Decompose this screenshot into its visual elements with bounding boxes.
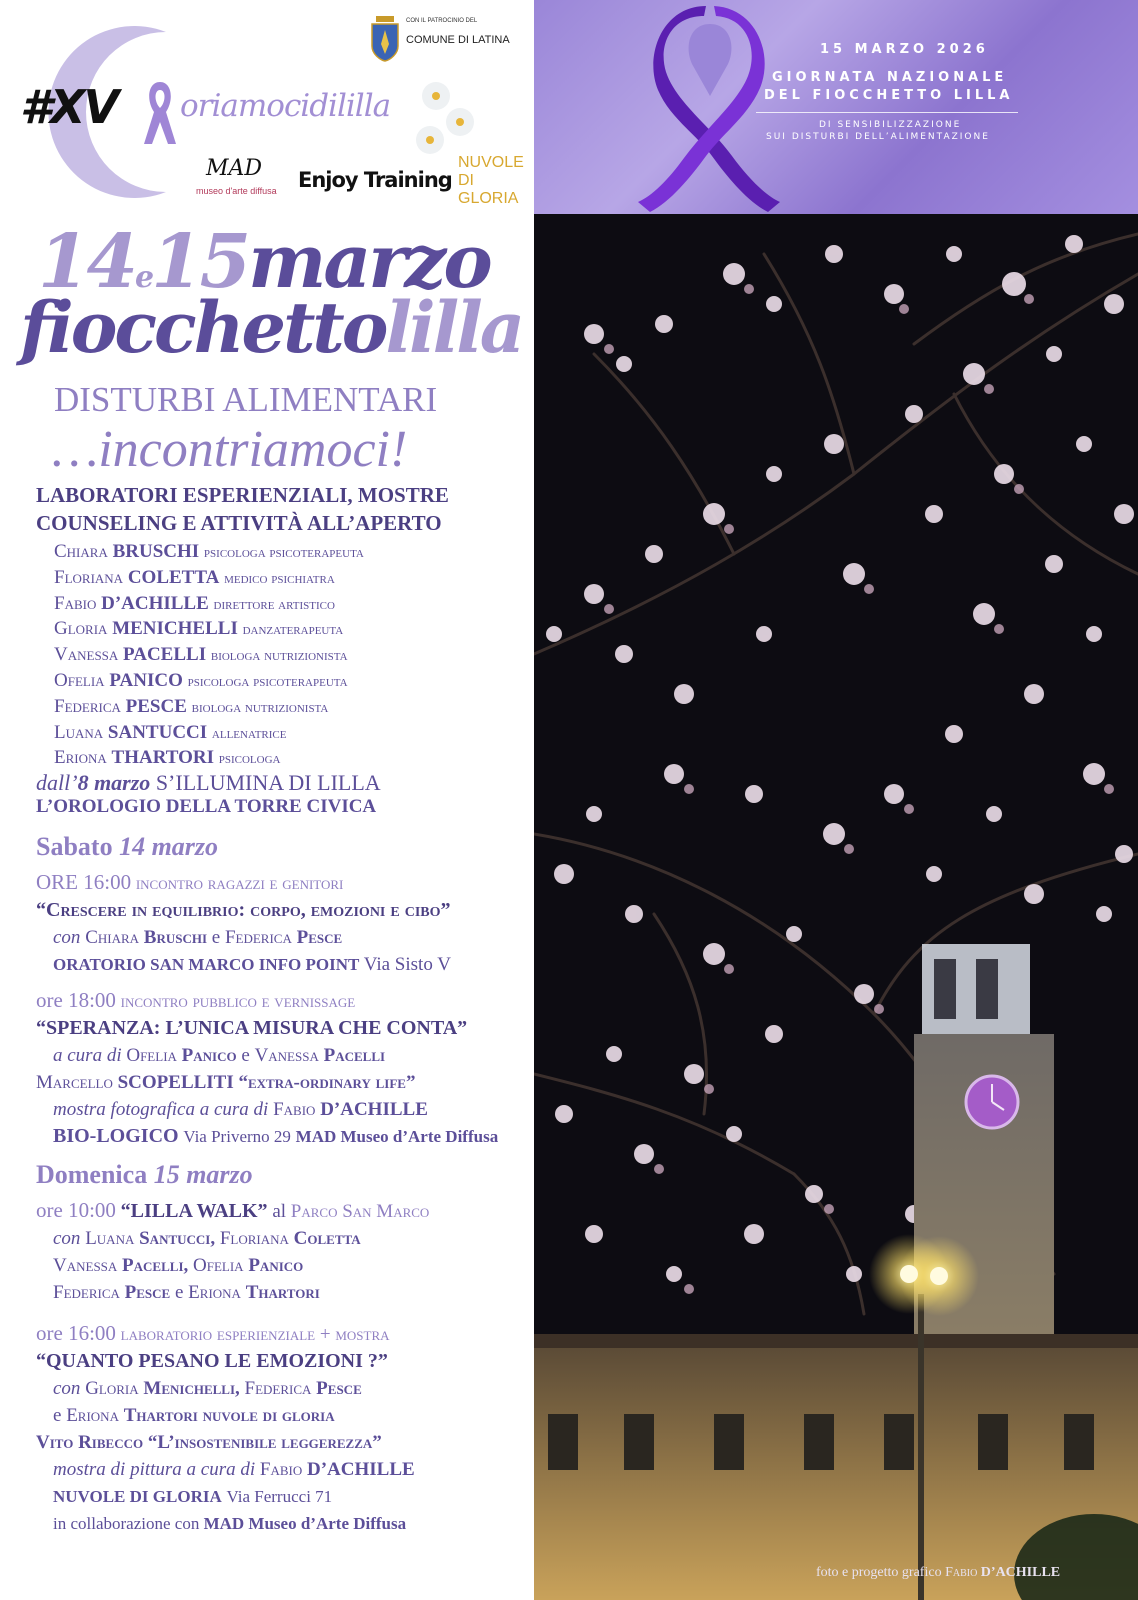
staff-role: psicologa	[218, 751, 281, 768]
staff-row	[54, 617, 364, 643]
banner-line-2: DEL FIOCCHETTO LILLA	[764, 88, 1014, 103]
title-ribbon-b: lilla	[385, 286, 523, 369]
place-name: NUVOLE DI GLORIA	[53, 1487, 222, 1506]
person-first: Gloria	[85, 1378, 139, 1399]
person-first: Ofelia	[193, 1255, 244, 1276]
place-address: Via Ferrucci 71	[226, 1487, 333, 1506]
subtitle-line-2: COUNSELING E ATTIVITÀ ALL’APERTO	[36, 511, 442, 535]
artist-work: “extra-ordinary life”	[238, 1072, 416, 1093]
event-title: “LILLA WALK”	[120, 1200, 268, 1222]
staff-first: Fabio	[54, 592, 97, 614]
staff-row	[54, 540, 364, 566]
event-desc: incontro pubblico e vernissage	[120, 991, 356, 1012]
curator-first: Fabio	[273, 1099, 316, 1120]
day-date: 15 marzo	[153, 1160, 253, 1189]
word-e: e	[174, 1282, 184, 1303]
staff-first: Chiara	[54, 541, 108, 562]
clock-tower-notice	[36, 770, 381, 818]
staff-first: Gloria	[54, 618, 108, 640]
mad-logo-sub: museo d'arte diffusa	[196, 186, 277, 196]
comune-latina-logo	[370, 14, 510, 67]
word-al: al	[272, 1201, 287, 1222]
event-time-line	[36, 987, 498, 1015]
group-name: nuvole di gloria	[202, 1405, 335, 1426]
event-people	[36, 1402, 415, 1429]
blossom-clock-tower-photo	[534, 214, 1138, 1600]
staff-role: psicologa psicoterapeuta	[187, 673, 348, 690]
word-e: e	[211, 927, 221, 948]
banner-line-1: GIORNATA NAZIONALE	[772, 70, 1008, 85]
event-time-line	[36, 869, 451, 897]
event-people	[36, 924, 451, 951]
day-heading-saturday	[36, 832, 218, 862]
event-curator	[36, 1456, 415, 1483]
word-e: e	[241, 1045, 250, 1066]
event-place	[36, 951, 451, 978]
collab-label: in collaborazione con	[53, 1514, 200, 1533]
place-venue: MAD Museo d’Arte Diffusa	[295, 1127, 499, 1146]
place-name: ORATORIO SAN MARCO INFO POINT	[53, 955, 360, 974]
staff-row	[54, 643, 364, 669]
person-first: Federica	[224, 927, 292, 948]
staff-last: MENICHELLI	[112, 618, 238, 640]
nuvole-di-gloria-logo	[410, 80, 524, 207]
word-con: con	[53, 1378, 81, 1399]
event-desc: laboratorio esperienziale + mostra	[120, 1324, 390, 1345]
staff-first: Ofelia	[54, 669, 105, 691]
artist-last: Ribecco	[78, 1432, 144, 1453]
exhibition-label: mostra di pittura a cura di	[53, 1459, 256, 1480]
title-day2: 15	[151, 219, 249, 305]
event-time: ore 10:00	[36, 1198, 116, 1222]
event-place	[36, 1123, 498, 1150]
staff-role: biologa nutrizionista	[210, 648, 348, 665]
notice-from: dall’	[36, 770, 78, 795]
staff-last: COLETTA	[127, 566, 220, 588]
event-people	[36, 1042, 498, 1069]
person-last: Santucci,	[139, 1228, 216, 1249]
event-time: ore 18:00	[36, 988, 116, 1012]
title-topic: DISTURBI ALIMENTARI	[54, 380, 438, 419]
staff-first: Floriana	[54, 566, 124, 588]
word-con: con	[53, 1228, 81, 1249]
title-and: e	[134, 260, 152, 295]
person-last: Pesce	[124, 1282, 171, 1303]
person-last: Coletta	[293, 1228, 361, 1249]
staff-list	[54, 540, 364, 772]
person-last: Menichelli,	[143, 1378, 240, 1399]
credit-last: D’ACHILLE	[980, 1565, 1061, 1580]
hashtag-logo: #XV	[20, 80, 118, 134]
event-curator	[36, 1096, 498, 1123]
event-people	[36, 1375, 415, 1402]
event-place	[36, 1483, 415, 1510]
event-people	[36, 1225, 429, 1252]
notice-rest: S’ILLUMINA DI LILLA	[150, 770, 381, 795]
event-title: “SPERANZA: L’UNICA MISURA CHE CONTA”	[36, 1017, 468, 1039]
title-ribbon-a: fiocchetto	[20, 286, 386, 369]
person-last: Pacelli,	[122, 1255, 189, 1276]
staff-first: Federica	[54, 695, 121, 717]
event-saturday-1	[36, 869, 451, 978]
park-name: Parco San Marco	[290, 1201, 430, 1222]
person-first: Vanessa	[53, 1255, 118, 1276]
person-first: Floriana	[219, 1228, 289, 1249]
place-address: Via Priverno 29	[183, 1127, 291, 1146]
curator-last: D’ACHILLE	[307, 1459, 415, 1480]
person-first: Chiara	[85, 927, 140, 948]
banner-line-3: DI SENSIBILIZZAZIONE	[819, 120, 962, 130]
event-people	[36, 1252, 429, 1279]
staff-row	[54, 669, 364, 695]
day-date: 14 marzo	[119, 832, 219, 861]
purple-ribbon-icon	[630, 6, 790, 214]
staff-role: psicologa psicoterapeuta	[203, 545, 364, 561]
event-artist	[36, 1429, 415, 1456]
curator-first: Fabio	[259, 1459, 303, 1480]
event-desc: incontro ragazzi e genitori	[135, 873, 344, 894]
person-first: Luana	[85, 1228, 135, 1249]
event-saturday-2	[36, 987, 498, 1150]
logo-area	[0, 0, 534, 220]
person-last: Bruschi	[143, 927, 208, 948]
staff-row	[54, 721, 364, 747]
notice-date: 8 marzo	[77, 770, 151, 795]
event-sunday-1	[36, 1197, 429, 1306]
mad-logo-text: MAD	[206, 156, 263, 181]
person-last: Pesce	[316, 1378, 362, 1399]
staff-first: Luana	[54, 721, 104, 743]
credit-first: Fabio	[945, 1565, 978, 1580]
event-time: ORE 16:00	[36, 870, 132, 894]
lilac-ribbon-icon	[140, 78, 180, 148]
banner-date: 15 MARZO 2026	[820, 42, 989, 57]
event-title-line	[36, 1197, 429, 1225]
staff-row	[54, 566, 364, 592]
person-last: Panico	[248, 1255, 304, 1276]
staff-role: danzaterapeuta	[242, 622, 344, 639]
event-time: ore 16:00	[36, 1321, 116, 1345]
artist-first: Marcello	[36, 1072, 113, 1093]
staff-row	[54, 746, 364, 772]
person-last: Pacelli	[323, 1045, 386, 1066]
banner-divider	[756, 112, 1018, 113]
artist-work: “L’insostenibile leggerezza”	[147, 1432, 382, 1453]
artist-last: SCOPELLITI	[117, 1072, 234, 1093]
staff-first: Vanessa	[54, 644, 119, 666]
title-call: …incontriamoci!	[52, 421, 408, 478]
patronage-label: CON IL PATROCINIO DEL	[406, 18, 478, 24]
person-first: Federica	[244, 1378, 312, 1399]
hashtag-text: oriamocidililla	[180, 88, 391, 124]
event-sunday-2	[36, 1320, 415, 1537]
staff-role: direttore artistico	[213, 596, 335, 613]
person-first: Eriona	[66, 1405, 119, 1426]
staff-row	[54, 592, 364, 618]
staff-last: SANTUCCI	[107, 721, 208, 743]
awareness-banner	[534, 0, 1138, 214]
notice-line-2: L’OROLOGIO DELLA TORRE CIVICA	[36, 796, 377, 817]
staff-first: Eriona	[54, 747, 107, 769]
curator-last: D’ACHILLE	[320, 1099, 428, 1120]
event-artist	[36, 1069, 498, 1096]
flowers-icon	[410, 80, 480, 160]
person-last: Pesce	[296, 927, 343, 948]
notice-line-1	[36, 770, 381, 796]
title-day1: 14	[38, 219, 135, 305]
left-column	[0, 0, 534, 1600]
person-last: Thartori	[123, 1405, 198, 1426]
subtitle-line-1: LABORATORI ESPERIENZIALI, MOSTRE	[36, 483, 449, 507]
event-title: “Crescere in equilibrio: corpo, emozioni e cibo”	[36, 899, 451, 921]
person-last: Panico	[181, 1045, 237, 1066]
person-first: Federica	[53, 1282, 120, 1303]
person-first: Eriona	[188, 1282, 241, 1303]
right-column	[534, 0, 1138, 1600]
day-label: Sabato	[36, 832, 113, 861]
day-heading-sunday	[36, 1160, 253, 1190]
person-first: Vanessa	[254, 1045, 319, 1066]
collab-venue: MAD Museo d’Arte Diffusa	[203, 1514, 407, 1533]
staff-role: allenatrice	[211, 725, 287, 742]
event-time-line	[36, 1320, 415, 1348]
title-month: marzo	[248, 219, 490, 305]
event-people	[36, 1279, 429, 1306]
event-collab	[36, 1510, 415, 1537]
staff-role: medico psichiatra	[224, 570, 335, 587]
photo-credit	[816, 1565, 1060, 1581]
word-e: e	[53, 1405, 62, 1426]
day-label: Domenica	[36, 1160, 148, 1189]
word-cura: a cura di	[53, 1045, 122, 1066]
title-ribbon	[20, 288, 522, 368]
place-name: BIO-LOGICO	[53, 1125, 179, 1147]
person-first: Ofelia	[126, 1045, 177, 1066]
person-last: Thartori	[245, 1282, 320, 1303]
staff-last: PANICO	[109, 669, 183, 691]
staff-last: BRUSCHI	[112, 541, 200, 562]
credit-text: foto e progetto grafico	[816, 1565, 942, 1580]
staff-last: PESCE	[125, 695, 187, 717]
staff-row	[54, 695, 364, 721]
subtitle	[36, 481, 449, 537]
nuvole-logo-text: NUVOLE DI GLORIA	[458, 154, 524, 207]
staff-last: THARTORI	[111, 747, 214, 769]
enjoy-training-logo: Enjoy Training	[298, 168, 452, 192]
exhibition-label: mostra fotografica a cura di	[53, 1099, 269, 1120]
banner-line-4: SUI DISTURBI DELL’ALIMENTAZIONE	[766, 132, 990, 142]
coat-of-arms-icon	[370, 14, 400, 62]
staff-role: biologa nutrizionista	[191, 699, 329, 716]
event-title: “QUANTO PESANO LE EMOZIONI ?”	[36, 1350, 388, 1372]
comune-name: COMUNE DI LATINA	[406, 34, 510, 46]
word-con: con	[53, 927, 81, 948]
staff-last: PACELLI	[123, 644, 207, 666]
staff-last: D’ACHILLE	[101, 592, 209, 614]
place-address: Via Sisto V	[363, 954, 451, 975]
artist-first: Vito	[36, 1432, 74, 1453]
